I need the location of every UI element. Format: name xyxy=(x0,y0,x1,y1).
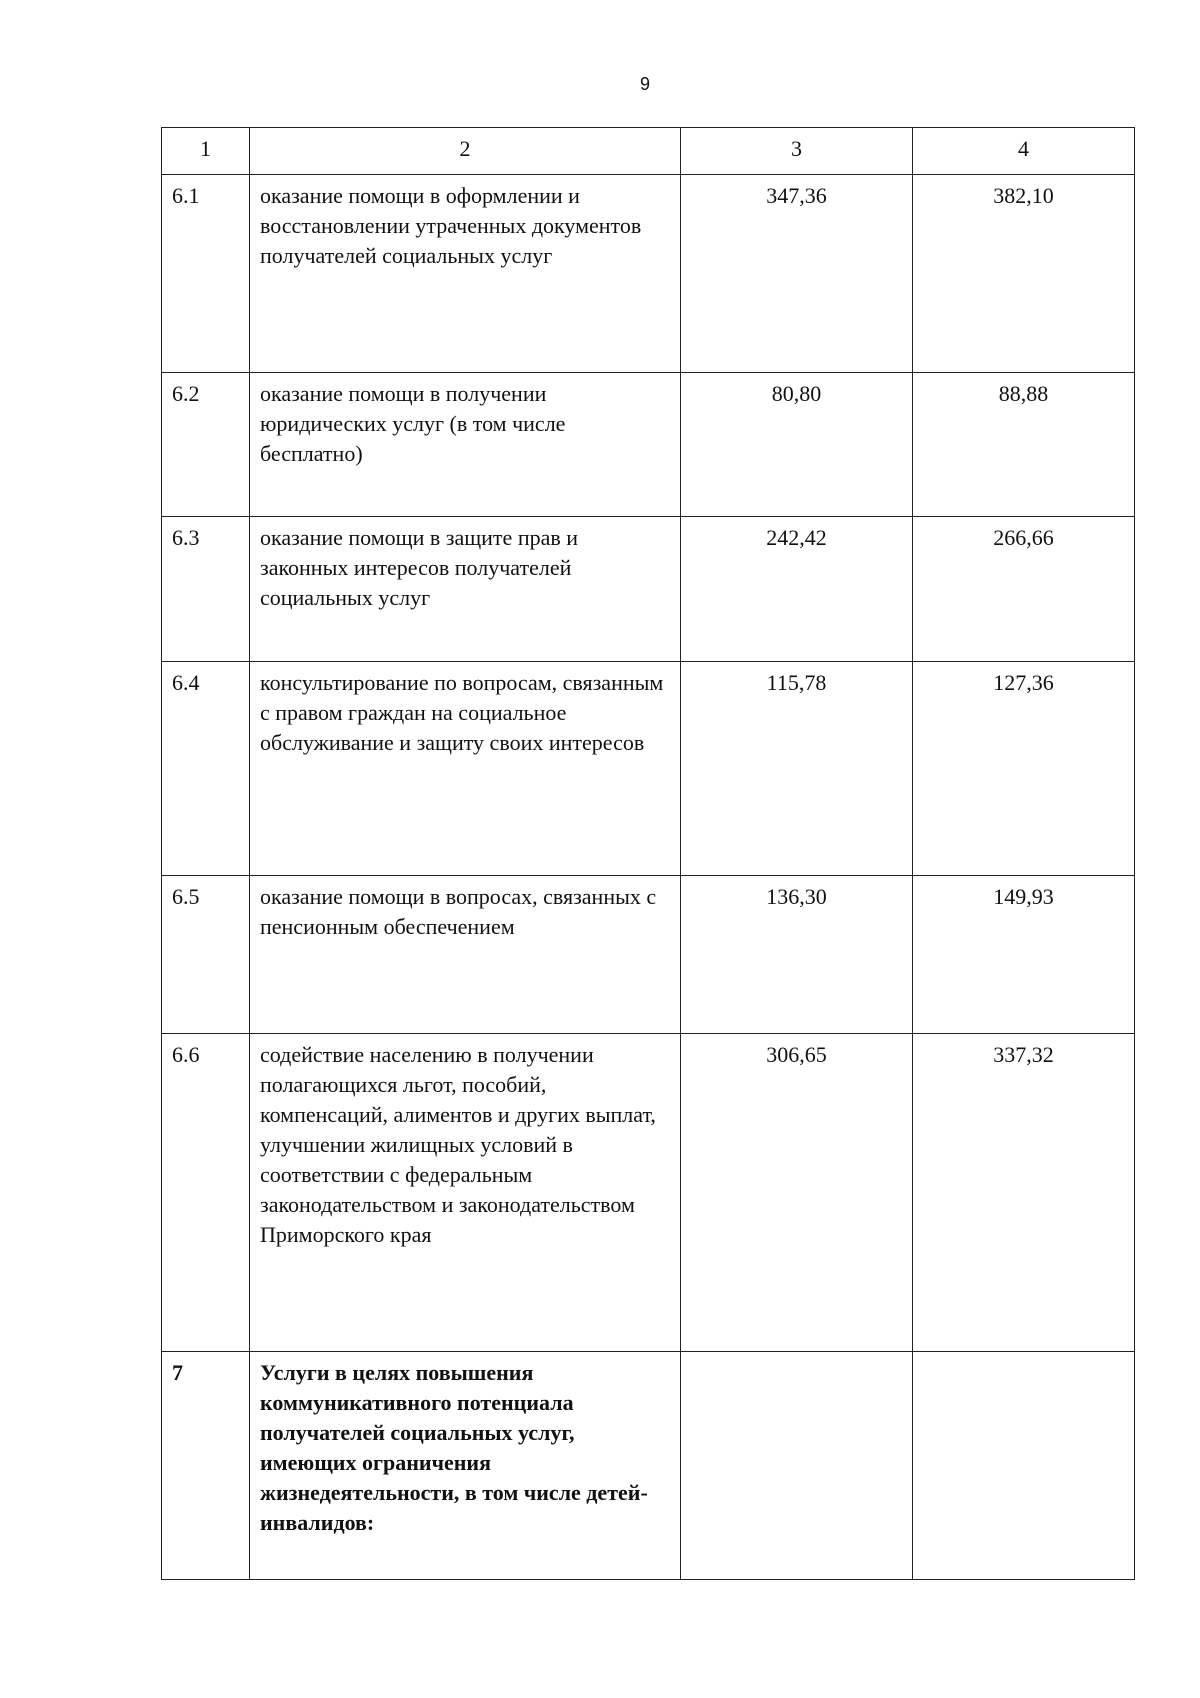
services-table xyxy=(161,127,1135,1580)
row-code: 6.1 xyxy=(162,175,250,373)
header-cell-1: 1 xyxy=(162,128,250,175)
row-service-name: оказание помощи в оформлении и восстановлении утраченных документов получателей социальных услуг xyxy=(250,175,681,373)
table-row xyxy=(162,517,1135,662)
table-header-row xyxy=(162,128,1135,175)
row-value-col4: 88,88 xyxy=(913,373,1135,517)
table-row xyxy=(162,1034,1135,1352)
row-value-col4: 266,66 xyxy=(913,517,1135,662)
header-cell-3: 3 xyxy=(681,128,913,175)
row-code: 6.2 xyxy=(162,373,250,517)
row-code: 6.4 xyxy=(162,662,250,876)
row-value-col4: 127,36 xyxy=(913,662,1135,876)
row-value-col4 xyxy=(913,1352,1135,1580)
row-value-col4: 149,93 xyxy=(913,876,1135,1034)
row-value-col3: 347,36 xyxy=(681,175,913,373)
row-service-name: оказание помощи в получении юридических услуг (в том числе бесплатно) xyxy=(250,373,681,517)
page-number: 9 xyxy=(639,74,650,94)
row-service-name: Услуги в целях повышения коммуникативного потенциала получателей социальных услуг, имеющих ограничения жизнедеятельности, в том числе детей-инвалидов: xyxy=(250,1352,681,1580)
row-value-col4: 337,32 xyxy=(913,1034,1135,1352)
row-code: 6.3 xyxy=(162,517,250,662)
row-service-name: содействие населению в получении полагающихся льгот, пособий, компенсаций, алиментов и других выплат, улучшении жилищных условий в соответствии с федеральным законодательством и законодательством Приморского края xyxy=(250,1034,681,1352)
row-service-name: консультирование по вопросам, связанным с правом граждан на социальное обслуживание и защиту своих интересов xyxy=(250,662,681,876)
row-value-col3: 306,65 xyxy=(681,1034,913,1352)
table-row xyxy=(162,373,1135,517)
row-value-col3: 242,42 xyxy=(681,517,913,662)
row-value-col3: 115,78 xyxy=(681,662,913,876)
row-service-name: оказание помощи в вопросах, связанных с пенсионным обеспечением xyxy=(250,876,681,1034)
row-service-name: оказание помощи в защите прав и законных интересов получателей социальных услуг xyxy=(250,517,681,662)
header-cell-4: 4 xyxy=(913,128,1135,175)
row-code: 6.5 xyxy=(162,876,250,1034)
table-row xyxy=(162,1352,1135,1580)
table-row xyxy=(162,876,1135,1034)
row-code: 6.6 xyxy=(162,1034,250,1352)
table-row xyxy=(162,175,1135,373)
header-cell-2: 2 xyxy=(250,128,681,175)
row-value-col3 xyxy=(681,1352,913,1580)
row-value-col3: 80,80 xyxy=(681,373,913,517)
table-row xyxy=(162,662,1135,876)
row-value-col4: 382,10 xyxy=(913,175,1135,373)
row-code: 7 xyxy=(162,1352,250,1580)
row-value-col3: 136,30 xyxy=(681,876,913,1034)
